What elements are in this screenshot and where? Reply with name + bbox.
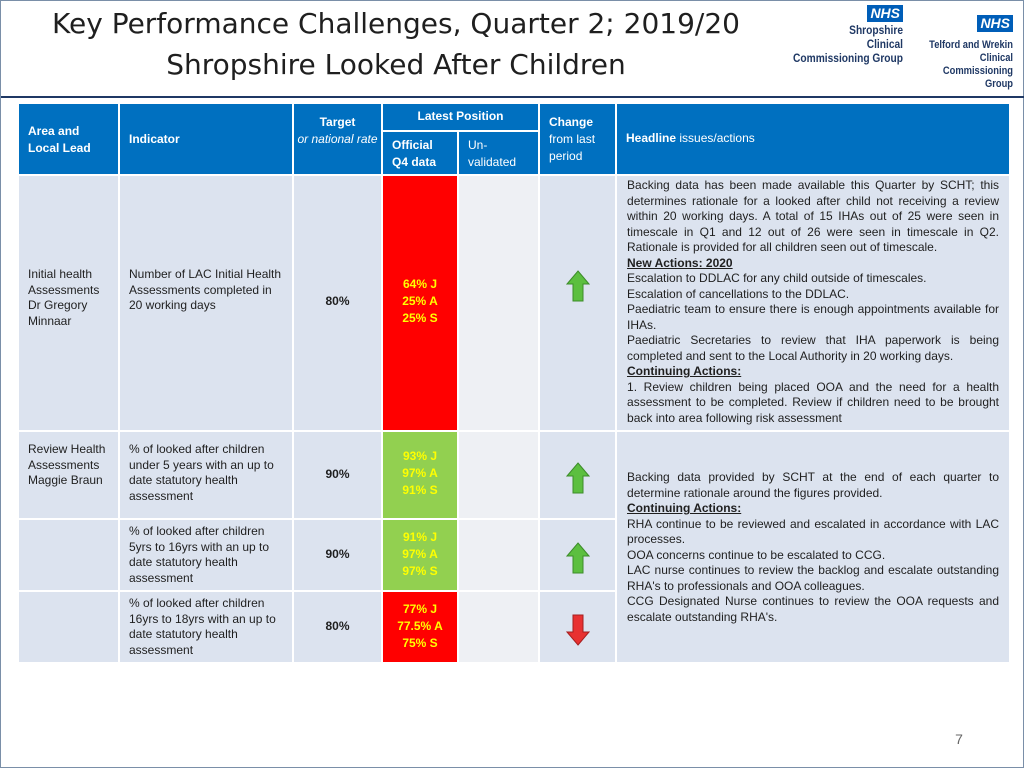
- official-q4-cell: [382, 175, 458, 431]
- unvalidated-cell: [458, 519, 539, 591]
- header-target-bold: Target: [319, 115, 356, 129]
- headline-text: RHA continue to be reviewed and escalated in accordance with LAC processes.: [627, 516, 1000, 546]
- change-cell: [539, 431, 616, 519]
- header-change-bold: Change: [549, 115, 594, 129]
- headline-cell: [616, 431, 1010, 663]
- headline-text: CCG Designated Nurse continues to review the OOA requests and escalate outstanding RHA's.: [627, 594, 1000, 624]
- header-unvalidated: Un-validated: [458, 131, 539, 175]
- position-value: 91% S: [402, 483, 438, 497]
- logo-line: Clinical Commissioning Group: [942, 52, 1013, 90]
- indicator-cell: % of looked after children 16yrs to 18yrs with an up to date statutory health assessment: [119, 591, 293, 663]
- slide-header: [1, 1, 1024, 98]
- position-value: 75% S: [402, 636, 438, 650]
- header-area: Area and Local Lead: [18, 103, 119, 175]
- headline-text: Escalation of cancellations to the DDLAC.: [627, 286, 850, 301]
- header-change-rest: from last period: [549, 132, 596, 163]
- header-headline-bold: Headline: [626, 131, 677, 145]
- position-value: 77.5% A: [397, 619, 443, 633]
- area-lead-cell: [18, 591, 119, 663]
- unvalidated-cell: [458, 431, 539, 519]
- indicator-cell: % of looked after children 5yrs to 16yrs with an up to date statutory health assessment: [119, 519, 293, 591]
- page-number: 7: [955, 731, 963, 747]
- official-q4-cell: [382, 519, 458, 591]
- area-lead-cell: Review Health Assessments Maggie Braun: [18, 431, 119, 519]
- header-indicator: Indicator: [119, 103, 293, 175]
- unvalidated-cell: [458, 591, 539, 663]
- area-lead-cell: [18, 519, 119, 591]
- area-lead-cell: Initial health Assessments Dr Gregory Minnaar: [18, 175, 119, 431]
- header-headline: [616, 103, 1010, 175]
- position-value: 25% S: [402, 311, 438, 325]
- logo-line: Clinical Commissioning Group: [793, 37, 903, 65]
- official-q4-cell: [382, 591, 458, 663]
- logo-line: Shropshire: [849, 23, 903, 37]
- headline-heading: Continuing Actions:: [627, 364, 742, 378]
- kpi-table: [17, 102, 1011, 664]
- logo-line: Telford and Wrekin: [929, 39, 1013, 51]
- headline-text: LAC nurse continues to review the backlog and escalate outstanding RHA's to professionals and OOA colleagues.: [627, 563, 1000, 593]
- header-headline-rest: issues/actions: [679, 131, 755, 145]
- unvalidated-cell: [458, 175, 539, 431]
- page-subtitle: Shropshire Looked After Children: [166, 48, 626, 81]
- headline-text: Backing data has been made available this Quarter by SCHT; this determines rationale for a looked after child not receiving a review within 20 working days. A total of 15 IHAs out of 25 were seen in timescale in Q1 and 12 out of 26 were seen in timescale in Q2. Rationale is provided for all children seen out of timescale.: [627, 178, 1000, 254]
- target-cell: 90%: [293, 519, 382, 591]
- change-cell: [539, 175, 616, 431]
- page-title: Key Performance Challenges, Quarter 2; 2019/20: [52, 7, 740, 40]
- telford-wrekin-ccg-logo: [897, 15, 1013, 91]
- position-value: 25% A: [402, 294, 438, 308]
- position-value: 91% J: [402, 530, 438, 544]
- position-value: 64% J: [402, 277, 438, 291]
- nhs-logo-badge: NHS: [977, 15, 1013, 32]
- header-target-rest: or national rate: [297, 132, 378, 146]
- headline-text: 1. Review children being placed OOA and the need for a health assessment to be completed. Review if children need to be brought back into area following risk assessment: [627, 379, 1000, 425]
- position-value: 93% J: [402, 449, 438, 463]
- arrow-up-icon: [566, 542, 590, 574]
- headline-text: Backing data provided by SCHT at the end of each quarter to determine rationale around the figures provided.: [627, 470, 1000, 500]
- arrow-down-icon: [566, 614, 590, 646]
- position-value: 97% S: [402, 564, 438, 578]
- headline-text: Paediatric Secretaries to review that IHA paperwork is being completed and sent to the Local Authority in 20 working days.: [627, 333, 1000, 363]
- arrow-up-icon: [566, 270, 590, 302]
- headline-text: Escalation to DDLAC for any child outside of timescales.: [627, 271, 927, 285]
- headline-heading: New Actions: 2020: [627, 255, 733, 270]
- headline-cell: [616, 175, 1010, 431]
- target-cell: 80%: [293, 591, 382, 663]
- indicator-cell: Number of LAC Initial Health Assessments completed in 20 working days: [119, 175, 293, 431]
- table-row: [18, 175, 1010, 431]
- target-cell: 90%: [293, 431, 382, 519]
- headline-text: OOA concerns continue to be escalated to CCG.: [627, 547, 886, 562]
- shropshire-ccg-logo: [767, 5, 903, 65]
- official-q4-cell: [382, 431, 458, 519]
- target-cell: 80%: [293, 175, 382, 431]
- headline-heading: Continuing Actions:: [627, 501, 742, 515]
- change-cell: [539, 591, 616, 663]
- indicator-cell: % of looked after children under 5 years with an up to date statutory health assessment: [119, 431, 293, 519]
- change-cell: [539, 519, 616, 591]
- table-header-row: [18, 103, 1010, 131]
- position-value: 77% J: [402, 602, 438, 616]
- position-value: 97% A: [402, 466, 438, 480]
- headline-text: Paediatric team to ensure there is enough appointments available for IHAs.: [627, 302, 1000, 332]
- table-row: [18, 431, 1010, 519]
- header-official: Official Q4 data: [382, 131, 458, 175]
- header-latest-position: Latest Position: [382, 103, 539, 131]
- position-value: 97% A: [402, 547, 438, 561]
- header-change: [539, 103, 616, 175]
- header-target: [293, 103, 382, 175]
- arrow-up-icon: [566, 462, 590, 494]
- nhs-logo-badge: NHS: [867, 5, 903, 22]
